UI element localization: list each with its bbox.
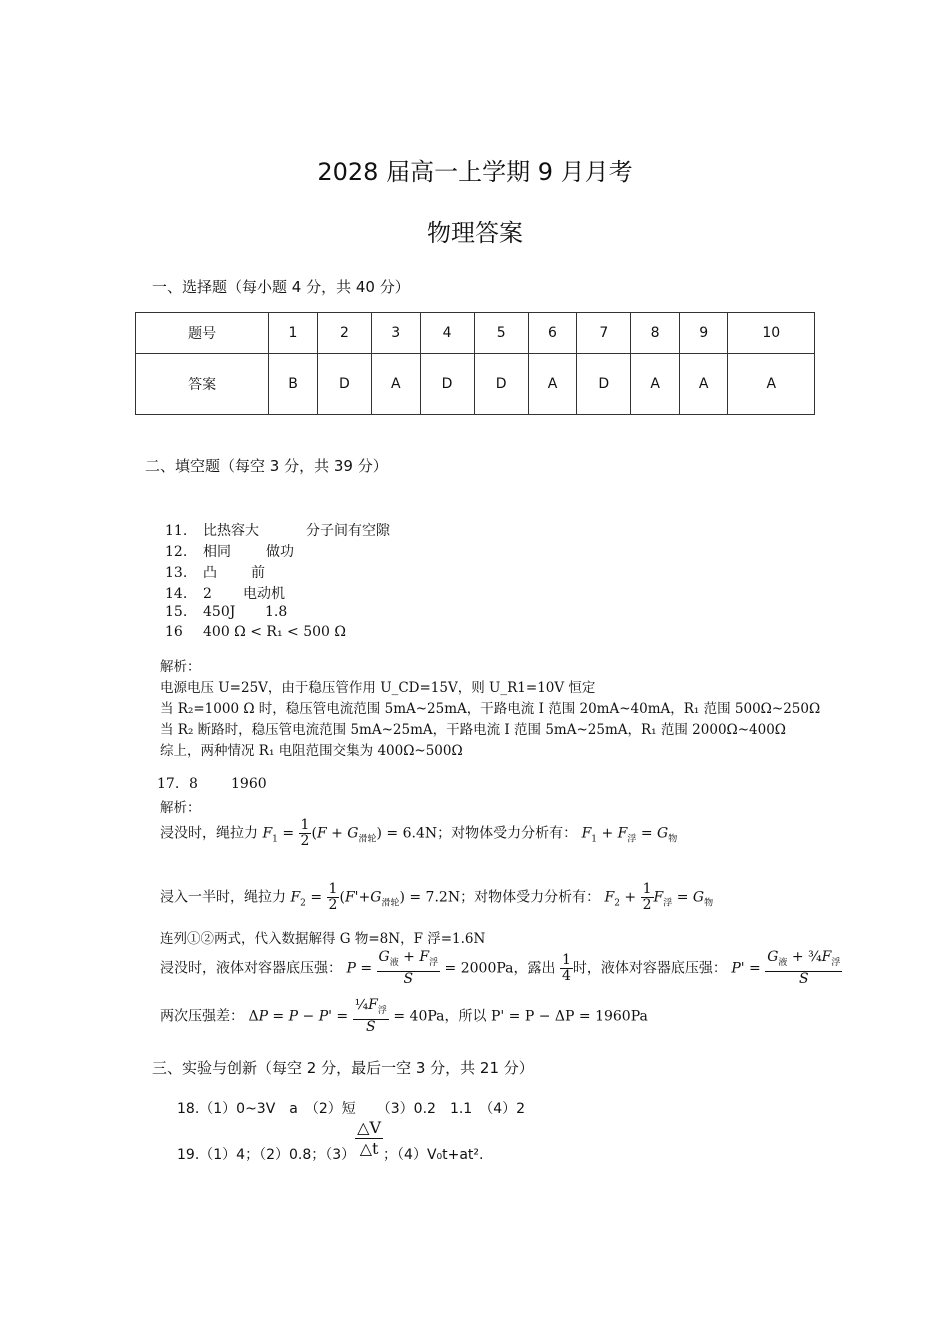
item-answer-a: 比热容大 bbox=[203, 523, 259, 539]
section3-heading: 三、实验与创新（每空 2 分，最后一空 3 分，共 21 分） bbox=[152, 1059, 534, 1077]
question-number: 7 bbox=[577, 313, 631, 354]
fraction: $\frac{G_液 + F_浮}{S}$ bbox=[378, 949, 439, 987]
fill-item-12 bbox=[165, 541, 294, 561]
eq1-mid: ；对物体受力分析有： bbox=[437, 825, 578, 842]
fill-item-13 bbox=[165, 562, 265, 582]
fraction: $\frac{G_液 + \frac{3}{4}F_浮}{S}$ bbox=[767, 949, 841, 987]
fill-item-14 bbox=[165, 583, 285, 603]
eq2-prefix: 浸入一半时，绳拉力 bbox=[160, 889, 286, 906]
fraction: $\frac{1}{2}$ bbox=[328, 881, 338, 913]
item-answer-b: 电动机 bbox=[243, 586, 285, 602]
q18-answer: 18.（1）0~3V a （2）短 （3）0.2 1.1 （4）2 bbox=[177, 1101, 526, 1117]
analysis-17-eq4: 浸没时，液体对容器底压强： P = $\frac{G_液 + F_浮}{S}$ = 2000Pa，露出 $\frac{1}{4}$ 时，液体对容器底压强： P' = $\frac{G_液 + \frac{3}{4}F_浮}{S}$ bbox=[160, 949, 841, 987]
fill-item-15 bbox=[165, 604, 287, 620]
analysis-17-eq1: 浸没时，绳拉力 $F_1$ = $\frac{1}{2}$ $(F + G_{滑轮}) = 6.4N$；对物体受力分析有： $F_1 + F_浮 = G_物$ bbox=[160, 817, 678, 849]
q19-frac-num: △V bbox=[357, 1118, 382, 1137]
item-answer-b: 1.8 bbox=[265, 604, 288, 620]
item-answer-a: 8 bbox=[189, 776, 198, 792]
exam-subtitle: 物理答案 bbox=[427, 219, 523, 247]
analysis-17-eq5: 两次压强差： ΔP = P − P' = $\frac{\frac{1}{4}F_浮}{S}$ = 40Pa，所以 P' = P − ΔP = 1960Pa bbox=[160, 997, 648, 1035]
item-answer-a: 凸 bbox=[203, 565, 217, 581]
question-number: 8 bbox=[631, 313, 680, 354]
eq4-mid2: 时，液体对容器底压强： bbox=[572, 960, 727, 977]
answer-cell: B bbox=[269, 354, 318, 415]
row-label-question: 题号 bbox=[136, 313, 269, 354]
eq1-prefix: 浸没时，绳拉力 bbox=[160, 825, 258, 842]
item-answer-a: 2 bbox=[203, 586, 212, 602]
eq5-mid: ，所以 bbox=[444, 1008, 487, 1025]
answer-cell: D bbox=[474, 354, 528, 415]
fill-item-16 bbox=[165, 624, 346, 640]
item-answer-a: 相同 bbox=[203, 544, 231, 560]
analysis-16-line: 当 R₂=1000 Ω 时，稳压管电流范围 5mA~25mA，干路电流 I 范围 20mA~40mA，R₁ 范围 500Ω~250Ω bbox=[160, 701, 821, 717]
eq4-prefix: 浸没时，液体对容器底压强： bbox=[160, 960, 342, 977]
item-answer-b: 做功 bbox=[266, 544, 294, 560]
analysis-17-eq2: 浸入一半时，绳拉力 $F_2$ = $\frac{1}{2}$ $(F'+G_{滑轮}) = 7.2N$；对物体受力分析有： $F_2$ + $\frac{1}{2}$ $F_浮 = G_物$ bbox=[160, 881, 714, 913]
answer-cell: A bbox=[631, 354, 680, 415]
analysis-17-line3: 连列①②两式，代入数据解得 G 物=8N，F 浮=1.6N bbox=[160, 931, 486, 947]
exam-title: 2028 届高一上学期 9 月月考 bbox=[317, 158, 633, 186]
eq5-result: = 40Pa bbox=[393, 1008, 445, 1025]
item-number: 16 bbox=[165, 624, 183, 640]
q19-answer bbox=[177, 1118, 484, 1163]
eq2-mid: ；对物体受力分析有： bbox=[460, 889, 601, 906]
question-number: 5 bbox=[474, 313, 528, 354]
eq4-result: = 2000Pa bbox=[444, 960, 514, 977]
eq2-result: = 7.2N bbox=[409, 889, 461, 906]
fraction bbox=[355, 1118, 383, 1159]
answer-cell: A bbox=[679, 354, 728, 415]
fill-item-17 bbox=[157, 776, 267, 792]
item-answer-b: 1960 bbox=[231, 776, 267, 792]
row-label-answer: 答案 bbox=[136, 354, 269, 415]
question-number: 3 bbox=[371, 313, 420, 354]
fraction: $\frac{1}{4}$ bbox=[561, 951, 571, 984]
question-number: 10 bbox=[728, 313, 815, 354]
eq5-prefix: 两次压强差： bbox=[160, 1008, 244, 1025]
item-answer-b: 分子间有空隙 bbox=[306, 523, 390, 539]
answer-cell: A bbox=[371, 354, 420, 415]
item-answer-b: 前 bbox=[251, 565, 265, 581]
eq5-final: P' = P − ΔP = 1960Pa bbox=[490, 1008, 648, 1025]
answer-cell: A bbox=[528, 354, 577, 415]
section1-heading: 一、选择题（每小题 4 分，共 40 分） bbox=[152, 278, 410, 296]
table-row-answers bbox=[136, 354, 815, 415]
fill-item-11 bbox=[165, 520, 390, 540]
item-number: 15. bbox=[165, 604, 188, 620]
analysis-16-line: 综上，两种情况 R₁ 电阻范围交集为 400Ω~500Ω bbox=[160, 743, 463, 759]
eq1-result: = 6.4N bbox=[386, 825, 438, 842]
section2-heading: 二、填空题（每空 3 分，共 39 分） bbox=[145, 457, 388, 475]
answer-cell: D bbox=[420, 354, 474, 415]
fraction: $\frac{1}{2}$ bbox=[642, 881, 652, 913]
answer-table bbox=[135, 312, 815, 415]
item-answer-a: 450J bbox=[203, 604, 236, 620]
question-number: 2 bbox=[317, 313, 371, 354]
question-number: 6 bbox=[528, 313, 577, 354]
analysis-17-label: 解析： bbox=[160, 800, 201, 816]
q19-prefix: 19.（1）4；（2）0.8；（3） bbox=[177, 1147, 356, 1163]
item-number: 13. bbox=[165, 565, 188, 581]
analysis-16-label: 解析： bbox=[160, 659, 201, 675]
analysis-16-line: 当 R₂ 断路时，稳压管电流范围 5mA~25mA，干路电流 I 范围 5mA~25mA，R₁ 范围 2000Ω~400Ω bbox=[160, 722, 786, 738]
item-answer-a: 400 Ω < R₁ < 500 Ω bbox=[203, 624, 346, 640]
item-number: 14. bbox=[165, 586, 188, 602]
fraction: $\frac{1}{2}$ bbox=[300, 817, 310, 849]
analysis-16-line: 电源电压 U=25V，由于稳压管作用 U_CD=15V，则 U_R1=10V 恒定 bbox=[160, 680, 596, 696]
question-number: 1 bbox=[269, 313, 318, 354]
eq4-mid: ，露出 bbox=[513, 960, 556, 977]
question-number: 4 bbox=[420, 313, 474, 354]
answer-cell: A bbox=[728, 354, 815, 415]
item-number: 11. bbox=[165, 523, 188, 539]
item-number: 12. bbox=[165, 544, 188, 560]
q19-suffix: ；（4）V₀t+at². bbox=[383, 1147, 484, 1163]
fraction: $\frac{\frac{1}{4}F_浮}{S}$ bbox=[354, 997, 387, 1035]
question-number: 9 bbox=[679, 313, 728, 354]
item-number: 17. bbox=[157, 776, 180, 792]
q19-frac-den: △t bbox=[359, 1139, 379, 1158]
table-row-questions bbox=[136, 313, 815, 354]
answer-cell: D bbox=[577, 354, 631, 415]
answer-cell: D bbox=[317, 354, 371, 415]
